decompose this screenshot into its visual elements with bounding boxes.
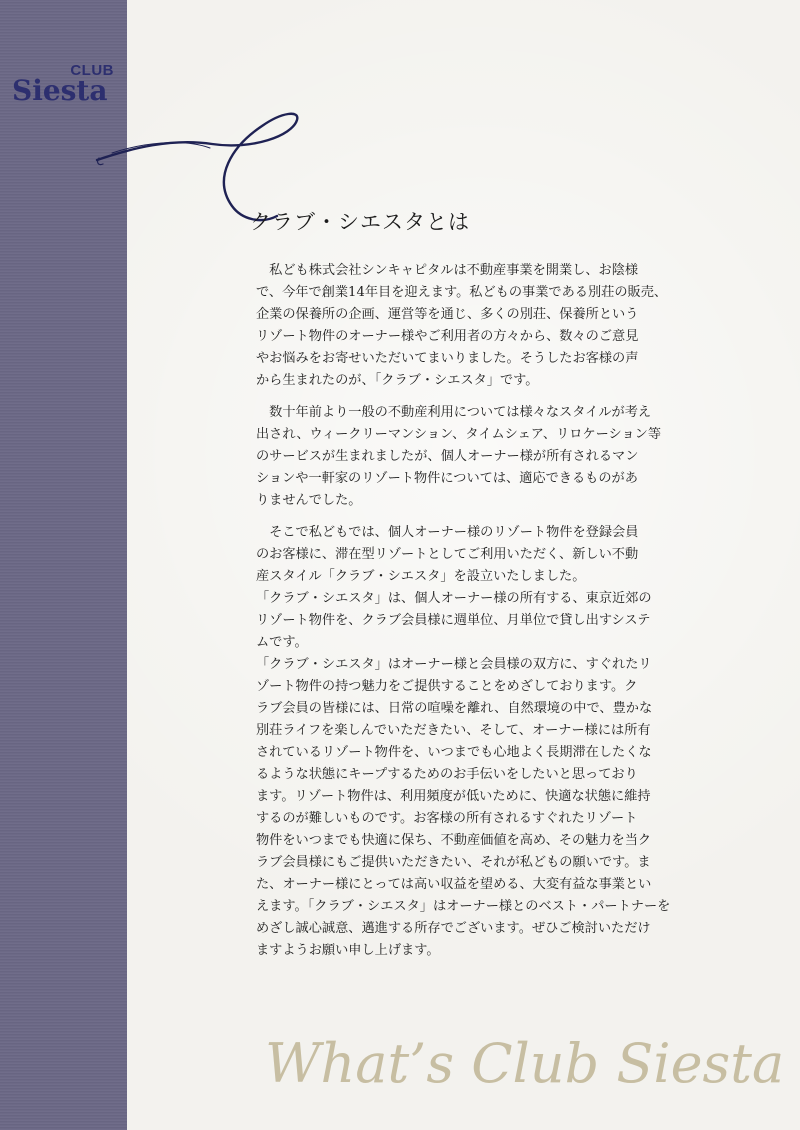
logo-siesta-text: Siesta bbox=[12, 74, 108, 107]
paragraph-establishment: そこで私どもでは、個人オーナー様のリゾート物件を登録会員 のお客様に、滞在型リゾートとしてご利用いただく、新しい不動 産スタイル「クラブ・シエスタ」を設立いたしました。 bbox=[256, 525, 639, 584]
logo-club-text: CLUB bbox=[70, 62, 114, 79]
paragraph-mission: 「クラブ・シエスタ」はオーナー様と会員様の双方に、すぐれたリ ゾート物件の持つ魅力をご提供することをめざしております。ク ラブ会員の皆様には、日常の喧噪を離れ、自然環境の中で、豊かな 別荘ライフを楽しんでいただきたい、そして、オーナー様には所有 されているリゾート物件を、いつまでも心地よく長期滞在したくな るような状態にキープするためのお手伝いをしたいと思っており ます。リゾート物件は、利用頻度が低いために、快適な状態に維持 するのが難しいものです。お客様の所有されるすぐれたリゾート 物件をいつまでも快適に保ち、不動産価値を高め、その魅力を当ク ラブ会員様にもご提供いただきたい、それが私どもの願いです。ま た、オーナー様にとっては高い収益を望める、大変有益な事業とい えます。「クラブ・シエスタ」はオーナー様とのベスト・パートナーを めざし誠心誠意、邁進する所存でございます。ぜひご検討いただけ ますようお願い申し上げます。 bbox=[256, 657, 671, 958]
paragraph-system: 「クラブ・シエスタ」は、個人オーナー様の所有する、東京近郊の リゾート物件を、クラブ会員様に週単位、月単位で貸し出すシステ ムです。 bbox=[256, 591, 652, 650]
paragraph-history: 数十年前より一般の不動産利用については様々なスタイルが考え 出され、ウィークリーマンション、タイムシェア、リロケーション等 のサービスが生まれましたが、個人オーナー様が所有されるマン ションや一軒家のリゾート物件については、適応できるものがあ りませんでした。 bbox=[256, 405, 662, 508]
club-siesta-logo bbox=[12, 58, 122, 108]
page-heading: クラブ・シエスタとは bbox=[250, 210, 470, 234]
body-text bbox=[256, 260, 736, 962]
paragraph-intro: 私ども株式会社シンキャピタルは不動産事業を開業し、お陰様 で、今年で創業14年目を迎えます。私どもの事業である別荘の販売、 企業の保養所の企画、運営等を通じ、多くの別荘、保養所という リゾート物件のオーナー様やご利用者の方々から、数々のご意見 やお悩みをお寄せいただいてまいりました。そうしたお客様の声 から生まれたのが、「クラブ・シエスタ」です。 bbox=[256, 263, 668, 388]
footer-script-title: What’s Club Siesta bbox=[265, 1032, 785, 1095]
